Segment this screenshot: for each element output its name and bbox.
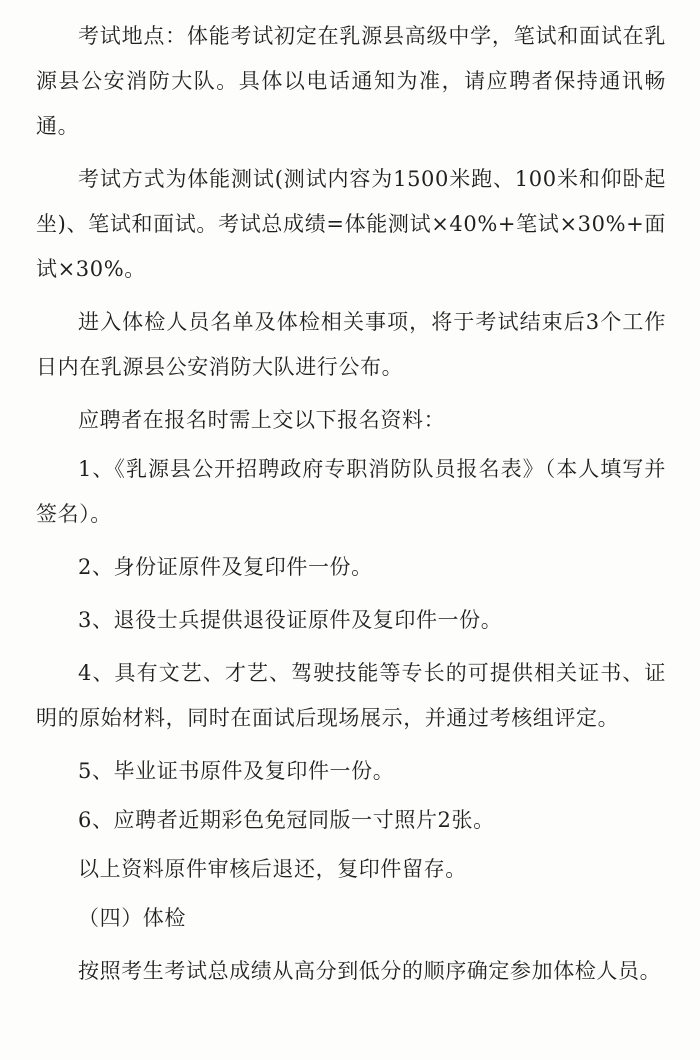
paragraph-materials-intro: 应聘者在报名时需上交以下报名资料：: [78, 408, 446, 432]
paragraph-materials-return: 以上资料原件审核后退还，复印件留存。: [78, 857, 467, 881]
paragraph-physical-exam-list: 进入体检人员名单及体检相关事项，将于考试结束后3个工作日内在乳源县公安消防大队进行公布。: [36, 310, 666, 379]
materials-item-6: 6、应聘者近期彩色免冠同版一寸照片2张。: [78, 808, 495, 832]
paragraph-physical-exam-order: 按照考生考试总成绩从高分到低分的顺序确定参加体检人员。: [78, 959, 662, 983]
materials-item-5: 5、毕业证书原件及复印件一份。: [78, 759, 395, 783]
materials-item-3: 3、退役士兵提供退役证原件及复印件一份。: [78, 608, 503, 632]
materials-item-2: 2、身份证原件及复印件一份。: [78, 555, 373, 579]
paragraph-exam-method: 考试方式为体能测试(测试内容为1500米跑、100米和仰卧起坐)、笔试和面试。考试总成绩=体能测试×40%+笔试×30%+面试×30%。: [36, 167, 666, 281]
materials-item-4: 4、具有文艺、才艺、驾驶技能等专长的可提供相关证书、证明的原始材料，同时在面试后现场展示，并通过考核组评定。: [36, 661, 666, 730]
section-heading-physical-exam: （四）体检: [78, 906, 186, 930]
paragraph-exam-location: 考试地点：体能考试初定在乳源县高级中学，笔试和面试在乳源县公安消防大队。具体以电话通知为准，请应聘者保持通讯畅通。: [36, 24, 666, 138]
materials-item-1: 1、《乳源县公开招聘政府专职消防队员报名表》（本人填写并签名）。: [36, 457, 666, 526]
